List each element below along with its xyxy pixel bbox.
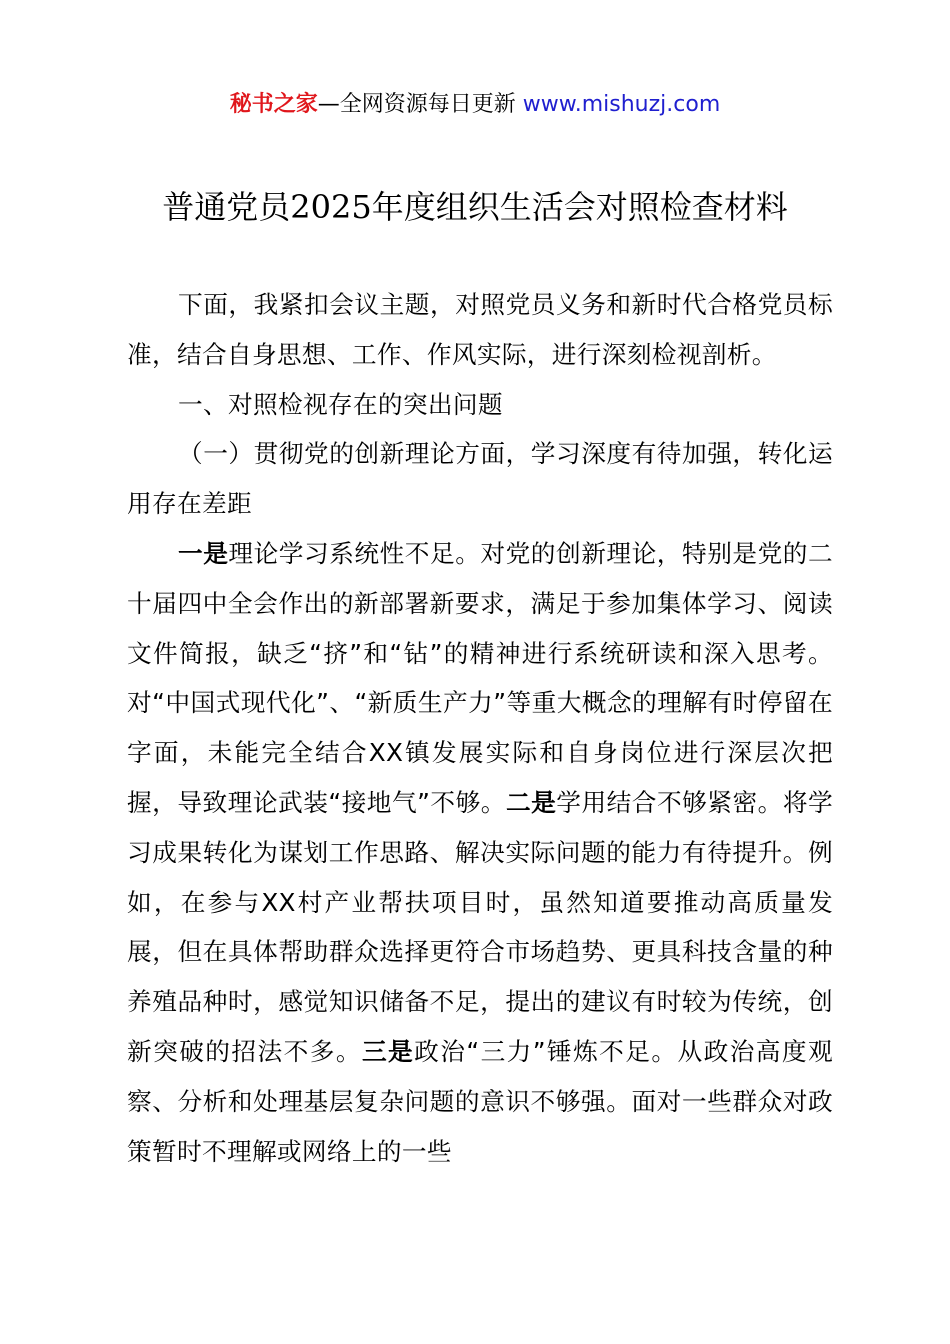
intro-paragraph: 下面，我紧扣会议主题，对照党员义务和新时代合格党员标准，结合自身思想、工作、作风实际，进行深刻检视剖析。 [127, 290, 833, 369]
site-url-link[interactable]: www.mishuzj.com [522, 92, 721, 117]
subsection-heading: （一）贯彻党的创新理论方面，学习深度有待加强，转化运用存在差距 [127, 439, 833, 519]
point-two-lead: 二是 [505, 787, 557, 817]
point-three-lead: 三是 [361, 1036, 415, 1066]
point-two-text: 学用结合不够紧密。将学习成果转化为谋划工作思路、解决实际问题的能力有待提升。例如，在参与XX村产业帮扶项目时，虽然知道要推动高质量发展，但在具体帮助群众选择更符合市场趋势、更具科技含量的种养殖品种时，感觉知识储备不足，提出的建议有时较为传统，创新突破的招法不多。 [127, 787, 833, 1066]
point-three-text: 政治“三力”锤炼不足。从政治高度观察、分析和处理基层复杂问题的意识不够强。面对一些群众对政策暂时不理解或网络上的一些 [127, 1036, 834, 1166]
document-title: 普通党员2025年度组织生活会对照检查材料 [162, 188, 788, 226]
point-one-text: 理论学习系统性不足。对党的创新理论，特别是党的二十届四中全会作出的新部署新要求，满足于参加集体学习、阅读文件简报，缺乏“挤”和“钻”的精神进行系统研读和深入思考。对“中国式现代化”、“新质生产力”等重大概念的理解有时停留在字面，未能完全结合XX镇发展实际和自身岗位进行深层次把握，导致理论武装“接地气”不够。 [127, 538, 833, 817]
section-heading: 一、对照检视存在的突出问题 [178, 389, 503, 419]
header-tagline: —全网资源每日更新 [317, 92, 523, 117]
site-header [0, 88, 950, 122]
point-one-lead: 一是 [178, 538, 229, 568]
problems-paragraph [127, 529, 833, 1176]
brand-name: 秘书之家 [229, 92, 318, 117]
document-body [127, 280, 833, 1176]
